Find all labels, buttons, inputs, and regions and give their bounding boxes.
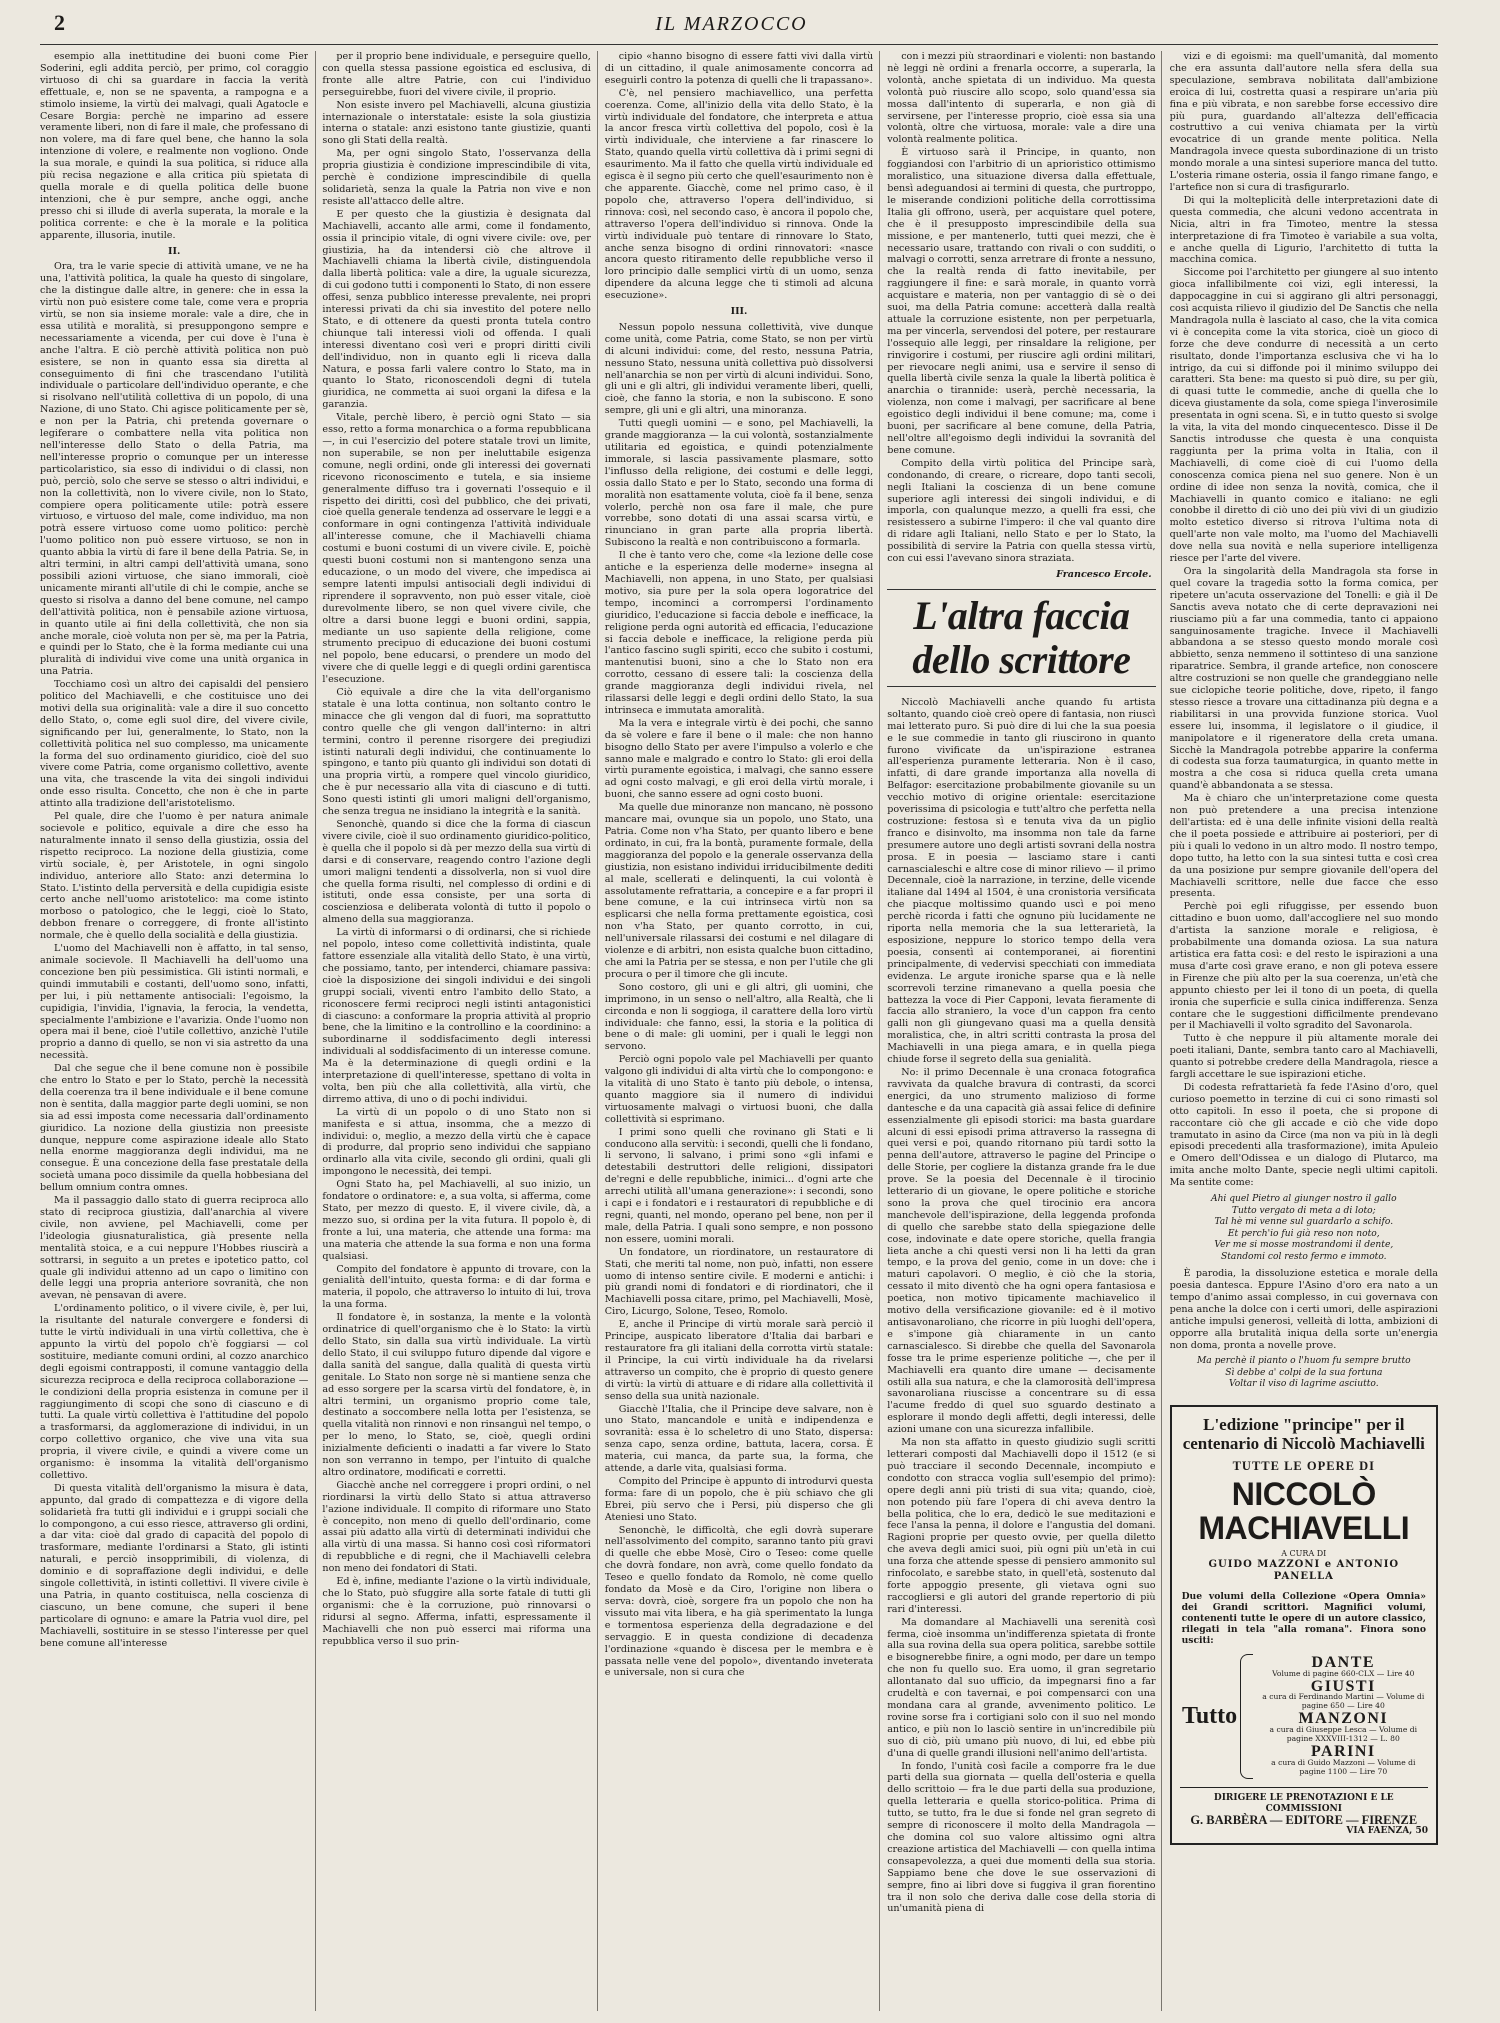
- paragraph: Compito del fondatore è appunto di trovare, con la genialità dell'intuito, questa forma: e di dar forma e materia, il popolo, che attraverso lo intuito di lui, trova la una forma.: [322, 1263, 591, 1311]
- paragraph: Ma la vera e integrale virtù è dei pochi, che sanno da sè volere e fare il bene o il male: che non hanno bisogno dello Stato per avere l'impulso a volerlo e che sanno male e malgrado e contro lo Stato: gli eroi della virtù puramente egoistica, i malvagi, che sanno essere ad ogni costo malvagi, e gli eroi della virtù morale, i buoni, che sanno essere ad ogni costo buoni.: [604, 717, 874, 801]
- paragraph: Di codesta refrattarietà fa fede l'Asino d'oro, quel curioso poemetto in terzine di cui ci sono rimasti sol otto capitoli. In esso il poeta, che si propone di raccontare ciò che gli accade e ciò che vide dopo tramutato in asino da Circe (ma non va più in là degli episodi precedenti alla trasformazione), imita Apuleio e Omero dell'Odissea e un dialogo di Plutarco, ma imita anche molto Dante, specie negli ultimi capitoli. Ma sentite come:: [1169, 1081, 1438, 1189]
- paragraph: Tocchiamo così un altro dei capisaldi del pensiero politico del Machiavelli, e che costituisce uno dei motivi della sua originalità: vale a dire il suo concetto dello Stato, o, come egli suol dire, del vivere civile, significando per lui, generalmente, lo Stato, non la collettività politica nel suo complesso, ma unicamente la forma del suo ordinamento giuridico, cioè del suo vivere come Patria, come organismo collettivo, avente una vita, che trascende la vita dei singoli individui onde esso risulta. Concetto, che non è che in parte attinto alla tradizione dell'aristotelismo.: [40, 679, 309, 810]
- paragraph: Senonchè, quando si dice che la forma di ciascun vivere civile, cioè il suo ordinamento giuridico-politico, è quella che il popolo si dà per mezzo della sua virtù di darsi e di conservare, reagendo contro l'azione degli umori maligni tendenti a dissolverla, non si vuol dire che quella forma risulti, nel complesso di ordini e di istituti, onde essa consiste, per una sorta di coscienziosa e deliberata volontà di tutto il popolo o almeno della sua maggioranza.: [322, 819, 591, 926]
- ad-work-name: PARINI: [1310, 1743, 1376, 1761]
- paragraph: Compito della virtù politica del Principe sarà, condonando, di creare, o ricreare, dopo tanti secoli, negli Italiani la coscienza di un bene comune superiore agli interessi dei singoli individui, e di imporla, con qualunque mezzo, a quelli fra essi, che resistessero a subirne l'impero: il che val quanto dire di ridare agli Italiani, nello Stato e per lo Stato, la possibilità di servire la Patria con quella stessa virtù, con cui essi l'avevano sinora straziata.: [887, 457, 1156, 565]
- verse-quote: [1170, 1194, 1438, 1263]
- column-1: [40, 51, 308, 2011]
- paragraph: Pel quale, dire che l'uomo è per natura animale socievole e politico, equivale a dire che esso ha naturalmente innato il senso della giustizia, ossia del rispetto reciproco. La nozione della giustizia, come virtù sociale, è, per Aristotele, in ogni singolo individuo, anteriore allo Stato: anzi determina lo Stato. L'istinto della perversità e della cupidigia esiste certo anche nell'uomo aristotelico: ma come istinto morboso o patologico, che le leggi, cioè lo Stato, debbon frenare o correggere, di fronte all'istinto normale, che è quello della socialità e della giustizia.: [40, 811, 309, 942]
- paragraph: Ora, tra le varie specie di attività umane, ve ne ha una, l'attività politica, la quale ha questo di singolare, che la distingue dalle altre, in genere: che in essa la virtù non può esistere come tale, come vera e propria virtù, se non sia insieme morale: vale a dire, che in essa utilità e moralità, si presuppongono sempre e necessariamente a vicenda, per cui dove è l'una è anche l'altra. E ciò perchè attività politica non può esistere, se non in quanto essa sia diretta al conseguimento di fini che trascendano l'utilità individuale o particolare dell'individuo operante, e che si risolvano nell'utilità collettiva di un popolo, di una Nazione, di uno Stato. Chi agisce politicamente per sè, e non per la Patria, chi pretenda governare o legiferare o combattere nella vita politica non nell'interesse dello Stato o della Patria, ma nell'interesse proprio o comunque per un interesse particolaristico, sia esso di individui o di classi, non può, perciò, solo che serve se stesso o altri individui, e non la collettività, non lo vivere civile, non lo Stato, compiere opera politicamente utile: potrà essere virtuoso, e virtuoso del male, come individuo, ma non potrà essere virtuoso come uomo politico: perchè l'uomo politico non può essere virtuoso, se non in quanto abbia la virtù di fare il bene della Patria. Se, in altri termini, in altri campi dell'attività umana, sono possibili azioni virtuose, che siano immorali, cioè unicamente miranti all'utile di chi le compie, anche se questo si risolva a danno del bene comune, nel campo dell'attività politica, non è pensabile azione virtuosa, in quanto utile ai fini della collettività, che non sia anche morale, cioè voluta non per sè, ma per la Patria, e quindi per lo Stato, che è la forma mediante cui una pluralità di individui vive come una unità organica in una Patria.: [40, 261, 309, 678]
- paragraph: Giacchè anche nel correggere i propri ordini, o nel riordinarsi la virtù dello Stato si attua attraverso l'azione individuale. Il compito di riformare uno Stato è concepito, non meno di quello dell'ordinario, come assai più adatto alla virtù di determinati individui che alla virtù di una massa. Si hanno così così riformatori di repubbliche e di regni, che il Machiavelli celebra non meno dei fondatori di Stati.: [322, 1479, 591, 1575]
- paragraph: Il che è tanto vero che, come «la lezione delle cose antiche e la esperienza delle moderne» insegna al Machiavelli, non appena, in uno Stato, per qualsiasi motivo, sia pure per la sola opera logoratrice del tempo, incominci a corrompersi l'ordinamento giuridico, l'educazione si faccia debole e inefficace, la religione perda ogni autorità ed efficacia, l'educazione si faccia debole e inefficace, la religione perda più l'antico fascino sugli spiriti, ecco che subito i costumi, mantenutisi buoni, sino a che lo Stato non era corrotto, cessano di essere tali: la coscienza della grande maggioranza degli individui rivela, nel rilassarsi delle leggi e degli ordini dello Stato, la sua intrinseca e immutata amoralità.: [604, 550, 874, 716]
- ad-address: VIA FAENZA, 50: [1346, 1826, 1428, 1837]
- paragraph: Ma il passaggio dallo stato di guerra reciproca allo stato di reciproca giustizia, dall'anarchia al vivere civile, non avviene, pel Machiavelli, come per l'ideologia giusnaturalistica, già presente nella mentalità stoica, e a cui neppure l'Hobbes riuscirà a sottrarsi, in seguito a un pretes e ipotetico patto, col quale gli individui attenno ad un capo o limitino con delle leggi una propria anteriore sovranità, che non avevan, nè pensavan di avere.: [40, 1195, 309, 1302]
- verse-line: Voltar il viso di lagrime asciutto.: [1228, 1379, 1379, 1390]
- paragraph: Ma domandare al Machiavelli una serenità così ferma, cioè insomma un'indifferenza spietata di fronte alla sua rovina della sua opera politica, sarebbe sottile e bisognerebbe finire, a ogni modo, per dare un tempo che non fu quello suo. Era uomo, il gran segretario allontanato dal suo ufficio, da impegnarsi fino a far crudeltà e con tavernai, e poi compensarci con una mondana cara al grande, avvenimento politico. Le rovine sorse fra i cortigiani solo con il suo nel mondo antico, e più non lo lasciò sentire in un'incredibile più suo di ciò, più umano più nuovo, di lui, ed ebbe più d'una di quelle grandi illusioni nell'animo dell'artista.: [887, 1616, 1156, 1759]
- verse-line: Standomi col resto fermo e immoto.: [1221, 1251, 1387, 1262]
- paragraph: La virtù di informarsi o di ordinarsi, che si richiede nel popolo, inteso come collettività indistinta, quale fattore essenziale alla vitalità dello Stato, è una virtù, che possiamo, tanto, per intenderci, chiamare passiva: cioè la disposizione dei singoli individui e dei singoli gruppi sociali, viventi entro l'ambito dello Stato, a riconoscere fermi reciproci negli istinti antagonistici di ciascuno: a conformare la propria attività al proprio bene, che la limitino e la controllino e la coordinino: a subordinarne il soddisfacimento degli interessi individuali al soddisfacimento di un interesse comune. Ma è la determinazione di quegli ordini e la interpretazione di quell'interesse, spettano di volta in volta, ben più che alla collettività, alla virtù, che dirremo attiva, di uno o di pochi individui.: [322, 927, 591, 1105]
- paragraph: Tutto è che neppure il più altamente morale dei poeti italiani, Dante, sembra tanto caro al Machiavelli, quanto si potrebbe credere della Mandragola, riesce a fargli accettare le sue ispirazioni etiche.: [1169, 1033, 1438, 1081]
- paragraph: Ciò equivale a dire che la vita dell'organismo statale è una lotta continua, non soltanto contro le minacce che gli vengon dal di fuori, ma soprattutto contro quelle che gli vengon dall'interno: in altri termini, contro il perenne risorgere dei pregiudizi istinti naturali degli individui, che continuamente lo spingono, e tanto più quanto gli individui son dotati di una propria virtù, a rompere quel vincolo giuridico, che è pur necessario alla vita di ciascuno e di tutti. Sono questi istinti gli umori maligni dell'organismo, che senza tregua ne insidiano la integrità e la sanità.: [322, 687, 591, 818]
- ad-footer: [1180, 1787, 1428, 1837]
- paragraph: Senonchè, le difficoltà, che egli dovrà superare nell'assolvimento del compito, saranno tanto più gravi di quelle che ebbe Mosè, Ciro o Teseo: come quelle che dovrà fondare, non avrà, come quello fondato da Teseo e quello fondato da Romolo, nè come quello fondato da Mosè e da Ciro, l'origine non libera o serva: dovrà, cioè, sorgere fra un popolo che non ha vissuto mai vita libera, e ha già sperimentato la lunga e tormentosa esperienza della degradazione e del servaggio. E in questa condizione di decadenza l'ordinazione «quando è discesa per le membra e è passata nelle vene del popolo», diventando inveterata e universale, non si cura che: [604, 1524, 874, 1679]
- ad-works: [1259, 1654, 1428, 1780]
- paragraph: vizi e di egoismi: ma quell'umanità, dal momento che era assunta dall'autore nella sfera della sua speculazione, sembrava nobilitata dall'ambizione eroica di lui, costretta quasi a respirare un'aria più fina e più vibrata, e non sarebbe forse eccessivo dire più pura, guardando all'altezza dell'efficacia costruttivo a cui veniva chiamata per la virtù evocatrice di un grande mente politica. Nella Mandragola invece questa subordinazione di un tristo mondo morale a una sintesi superiore manca del tutto. L'osteria rimane osteria, ossia il fango rimane fango, e l'artefice non si cura di trasfigurarlo.: [1169, 51, 1438, 193]
- paragraph: E per questo che la giustizia è designata dal Machiavelli, accanto alle armi, come il fondamento, ossia il principio vitale, di ogni vivere civile: ove, per giustizia, ha da intendersi ciò che altrove il Machiavelli chiama la libertà civile, distinguendola dalla libertà politica: vale a dire, la uguale sicurezza, di cui godono tutti i componenti lo Stato, di non essere offesi, senza pubblico interesse prevalente, nei propri interessi privati da chi sia investito del potere nello Stato, e di ottenere da questi pronta tutela contro chiunque tali interessi violi od offenda. I quali interessi diventano così veri e propri diritti civili dell'individuo, non in quanto egli li riceva dalla Natura, e possa farli valere contro lo Stato, ma in quanto lo Stato, riconoscendoli degni di tutela giuridica, ne commetta ai suoi organi la difesa e la garanzia.: [322, 208, 591, 411]
- paragraph: Sono costoro, gli uni e gli altri, gli uomini, che imprimono, in un senso o nell'altro, alla Realtà, che li circonda e non li soggioga, il carattere della loro virtù individuale: che fanno, essi, la storia e la politica di bene o di male: gli uomini, per i quali le leggi non servono.: [604, 981, 874, 1053]
- paragraph: Un fondatore, un riordinatore, un restauratore di Stati, che meriti tal nome, non può, infatti, non essere uomo di intenso sentire civile. E moderni e antichi: i più grandi nomi di fondatori e di riordinatori, che il Machiavelli possa citare, primo, pel Machiavelli, Mosè, Ciro, Licurgo, Solone, Teseo, Romolo.: [604, 1246, 874, 1318]
- column-divider: [315, 51, 316, 2011]
- verse-line: Sì debbe a' colpi de la sua fortuna: [1225, 1367, 1383, 1378]
- section-number: II.: [168, 245, 181, 257]
- ad-work-item: [1259, 1743, 1428, 1777]
- ad-work-name: GIUSTI: [1310, 1677, 1376, 1695]
- paragraph: Il fondatore è, in sostanza, la mente e la volontà ordinatrice di quell'organismo che è lo Stato: la virtù dello Stato, sin dalla sua virtù individuale. La virtù dello Stato, il cui sviluppo futuro dipende dal vigore e dalla sanità del sangue, dalla qualità di questa virtù genitale. Lo Stato non sorge nè si mantiene senza che ad esso sorgere per la scarsa virtù del fondatore, è, in altri termini, un organismo proprio come tale, destinato a soccombere nella lotta per l'esistenza, se quella vitalità non rinnovi e non rinsanguì nel tempo, o per lo meno, lo Stato, se, cioè, quegli ordini inizialmente deficienti o inadatti a far vivere lo Stato non son verranno in tempo, per l'intuito di qualche altro ordinatore, modificati e corretti.: [322, 1312, 591, 1478]
- column-3: [605, 51, 873, 2011]
- paragraph: esempio alla inettitudine dei buoni come Pier Soderini, egli addita perciò, per primo, col coraggio virtuoso di chi sa guardare in faccia la verità effettuale, e, non se ne spaventa, a rampogna e a stimolo insieme, la virtù dei malvagi, quali Agatocle e Cesare Borgia: perchè ne imparino ad essere veramente liberi, non di fare il male, che professano di non volere, ma di fare quel bene, che hanno la sola intenzione di volere, e realmente non vogliono. Onde la sua morale, e quindi la sua politica, si riduce alla più recisa negazione e alla critica più spietata di quella morale e di quella politica delle buone intenzioni, che è pur sempre, anche oggi, anche presso chi si illude di averla superata, la morale e la politica corrente: e che è la morale e la politica apparente, illusoria, inutile.: [40, 51, 309, 241]
- author-signature: Francesco Ercole.: [1056, 568, 1152, 580]
- ad-curators-prefix: A CURA DI: [1281, 1548, 1327, 1558]
- ad-curators: GUIDO MAZZONI e ANTONIO PANELLA: [1208, 1558, 1400, 1582]
- paragraph: No: il primo Decennale è una cronaca fotografica ravvivata da qualche bravura di contrasti, da scorci energici, da uno strumento malizioso di forme dantesche e da una capacità già assai felice di definire essenzialmente gli episodi storici: ma basta guardare alcuni di essi episodi prima attraverso la rassegna di quei versi e poi, quando ritornano più tardi sotto la penna dell'autore, attraverso le pagine del Principe o delle Storie, per cogliere la distanza grande fra le due prove. Se la poesia del Decennale è il tirocinio letterario di un giovane, le opere politiche e storiche sono la prova che quel tirocinio era ancora manchevole dell'ispirazione, della leggenda profonda di quello che sarebbe stato della spiegazione delle cose, indovinate e date opere storiche, quella frangia lieta anche a chi questi versi non li ha letti da gran tempo, e la prova del genio, come in un dove: che i maturi capolavori. O meglio, è ciò che la storia, cessato il mito diventò che ha ogni opera fantasiosa e poetica, non motivo tipicamente machiavelico il motivo della versificazione giovanile: ed è il motivo antisavonaroliano, che ricorre in più luoghi dell'opera, e s'impone già chiaramente in un canto carnascialesco. Si direbbe che quella del Savonarola fosse tra le prime esperienze politiche —, che per il Machiavelli era quanto dire umane — decisamente ostili alla sua natura, e che la clamorosità dell'impresa savonaroliana riuscisse a concentrare su di essa l'acume freddo di quel suo sguardo destinato a esplorare il mondo degli affetti, degli interessi, delle azioni umane con una sicurezza infallibile.: [887, 1066, 1156, 1436]
- column-divider: [1161, 51, 1162, 2011]
- paragraph: Vitale, perchè libero, è perciò ogni Stato — sia esso, retto a forma monarchica o a forma repubblicana —, in cui l'esercizio del potere statale trovi un limite, non superabile, se non per ineluttabile esigenza comune, negli ordini, onde gli interessi dei governati ricevono riconoscimento e tutela, e sia insieme generalmente diffuso tra i governati l'ossequio e il rispetto dei diritti, così del pubblico, che dei privati, cioè quella generale tendenza ad osservare le leggi e a conformare in ogni contingenza l'attività individuale all'interesse comune, che il Machiavelli chiama costumi e buoni costumi di un vivere civile. E, poichè questi buoni costumi non si mantengono senza una educazione, o un modo del vivere, che impedisca ai sempre latenti impulsi antisociali degli individui di riprendere il sopravvento, non può esser vitale, cioè durevolmente libero, se non quel vivere civile, che oltre a darsi buone leggi e buoni ordini, sappia, mediante un uso sapiente della religione, come strumento precipuo di educazione dei buoni costumi nel popolo, bene educarsi, o prendere un modo del vivere che di quelle leggi e di quegli ordini garentisca l'esecuzione.: [322, 412, 591, 686]
- ad-work-item: [1259, 1653, 1428, 1678]
- brace-icon: [1240, 1654, 1253, 1780]
- paragraph: cipio «hanno bisogno di essere fatti vivi dalla virtù di un cittadino, il quale animosamente concorra ad eseguirli contro la potenza di quelli che li trapassano».: [604, 51, 874, 86]
- paragraph: Perchè poi egli rifuggisse, per essendo buon cittadino e buon uomo, dall'accogliere nel suo mondo d'artista la sanzione morale e religiosa, è probabilmente una domanda oziosa. La sua natura artistica era fatta così: e del resto le ispirazioni a una musa d'arte così grave erano, e non gli poteva essere in Firenze che più alto per la sua coerenza, un'età che appunto chiesto per lei il tono di un poeta, di quella ironia che superficie e sulla cinica indifferenza. Senza contare che le suggestioni difficilmente prendevano per il Machiavelli il volto sgradito del Savonarola.: [1169, 901, 1438, 1032]
- paragraph: Ora la singolarità della Mandragola sta forse in quel covare la tragedia sotto la forma comica, per ripetere un'acuta osservazione del Tonelli: e già il De Sanctis aveva notato che di certe depravazioni nei riusciamo più a far una commedia, tanto ci appaiono sanguinosamente tragiche. Invece il Machiavelli abbandona a se stesso questo mondo morale così abbietto, senza nemmeno il sottinteso di una sanzione riparatrice. Sembra, il grande artefice, non conoscere altre costruzioni se non quelle che grandeggiano nelle sue ciclopiche teorie politiche, dove, ripeto, il fango stesso riesce a trovare una cittadinanza più degna e a riabilitarsi in una provvida funzione storica. Vuol essere lui, insomma, il legislatore o il giudice, il manipolatore e il rigeneratore della creta umana. Sicchè la Mandragola potrebbe apparire la conferma di codesta sua forza taumaturgica, in quanto mette in mostra a che cosa si riduca quella creta umana quand'è abbandonata a se stessa.: [1169, 565, 1438, 792]
- paragraph: per il proprio bene individuale, e perseguire quello, con quella stessa passione egoistica ed esclusiva, di fronte alle altre Patrie, con cui l'individuo perseguirebbe, fuori del vivere civile, il proprio.: [322, 51, 591, 98]
- column-divider: [597, 51, 598, 2011]
- advertisement-box: [1170, 1405, 1438, 1845]
- ad-work-item: [1259, 1710, 1428, 1744]
- paragraph: Perciò ogni popolo vale pel Machiavelli per quanto valgono gli individui di alta virtù che lo compongono: e la vitalità di uno Stato è tanto più debole, o intensa, quanto maggiore sia il numero di individui virtuosamente malvagi o virtuosi buoni, che dalla collettività si esprimano.: [604, 1054, 874, 1125]
- paragraph: Giacchè l'Italia, che il Principe deve salvare, non è uno Stato, mancandole e unità e indipendenza e sovranità: essa è lo scheletro di uno Stato, dispersa: senza capo, senza ordine, battuta, lacera, corsa. È materia, cui manca, da parte sua, la forma, che attende, a darle vita, qualsiasi forma.: [604, 1403, 874, 1475]
- ad-footer-text: DIRIGERE LE PRENOTAZIONI E LE COMMISSIONI: [1213, 1793, 1394, 1815]
- verse-quote: [1170, 1356, 1438, 1391]
- paragraph: È parodia, la dissoluzione estetica e morale della poesia dantesca. Eppure l'Asino d'oro era nato a un tempo d'animo assai complesso, in cui governava con pena anche la dolce con i certi umori, delle aspirazioni antiche impulsi generosi, velleità di lotta, ambizioni di opporre alla brutalità iniqua della sorte un'energia non doma, pronta a novelle prove.: [1169, 1268, 1438, 1351]
- paragraph: In fondo, l'unità così facile a comporre fra le due parti della sua giornata — quella dell'osteria e quella dello scrittoio — fra le due parti della sua produzione, quella letteraria e quella storico-politica. Prima di tutto, se tutto, fra le due si fonde nel gran segreto di sempre di riconoscere il molto della Mandragola — che domina col suo valore altissimo ogni altra creazione artistica del Machiavelli — con quella intima consapevolezza, a quei due momenti della sua storia. Sappiamo bene che dove le sue osservazioni di sempre, fino ai libri dove si fuggiva il gran fiorentino tra il non solo che deriva dalle cose della storia di un'umanità piena di: [887, 1760, 1156, 1915]
- paragraph: L'ordinamento politico, o il vivere civile, è, per lui, la risultante del naturale convergere e fondersi di tutte le virtù individuali in una virtù collettiva, che è appunto la virtù del popolo ch'è foggiarsi — col sostituire, mediante comuni ordini, al cozzo anarchico degli egoismi contrapposti, il comune vantaggio della sicurezza reciproca e della reciproca collaborazione — le condizioni della propria esistenza in comune per il raggiungimento di scopi che sono di ciascuno e di tutti. La quale virtù collettiva è l'attitudine del popolo a trasformarsi, da agglomerazione di individui, in un corpo collettivo organico, che vive una vita sua propria, il vivere civile, e quindi a vivere come un organismo: è insomma la vitalità dell'organismo collettivo.: [40, 1303, 309, 1481]
- paragraph: Tutti quegli uomini — e sono, pel Machiavelli, la grande maggioranza — la cui volontà, sostanzialmente utilitaria ed egoistica, e quindi potenzialmente immorale, si lascia passivamente plasmare, sotto l'influsso della religione, dei costumi e delle leggi, ossia dallo Stato e per lo Stato, secondo una forma di moralità non esattamente voluta, cioè fa il bene, senza volerlo, perchè non osa fare il male, che pure vorrebbe, sono dotati di una assai scarsa virtù, e rinunciano in gran parte alla propria libertà. Subiscono la realtà e non contribuiscono a formarla.: [604, 418, 874, 549]
- ad-work-detail: a cura di Guido Mazzoni — Volume di pagine 1100 — Lire 70: [1271, 1758, 1416, 1777]
- ad-work-name: DANTE: [1311, 1653, 1376, 1671]
- ad-description: Due volumi della Collezione «Opera Omnia» dei Grandi scrittori. Magnifici volumi, contenenti tutte le opere di un autore classico, rilegati in tela "alla romana". Finora sono usciti:: [1181, 1590, 1426, 1646]
- ad-work-name: MANZONI: [1298, 1710, 1389, 1728]
- page-number: 2: [54, 10, 65, 35]
- paragraph: Siccome poi l'architetto per giungere al suo intento gioca infallibilmente coi vizi, egli interessi, la dappocaggine in cui si aggirano gli altri personaggi, così acquista rilievo il giudizio del De Sanctis che nella Mandragola nulla è lasciato al caso, che la vita comica vi è concepita come la vita storica, cioè un gioco di forze che deve condurre di necessità a un certo risultato, donde l'importanza esclusiva che vi ha lo intrigo, da cui si diffonde poi il minimo sviluppo dei caratteri. Sta bene: ma questo si può dire, su per giù, di quasi tutte le commedie, anche di quella che lo diceva giustamente da sola, come spiega l'inverosimile presentata in ogni scena. Sì, e in tutto questo si svolge la vita, la vita del mondo cinquecentesco. Disse il De Sanctis introdusse che questa è una conquista raggiunta per la prima volta in Italia, con il Machiavelli, di come cioè di cui l'uomo della conoscenza comica piena nel suo genere. Non è un ordine di idee non senza la novità, comica, che il Machiavelli in quanto comico e italiano: ne egli conobbe il diretto di ciò uno dei più vivi di un giudizio molto estetico diverso si ritrova l'ultima nota di quell'arte non vale molto, ma l'uomo del Machiavelli dove nella sua novità e nella superiore intelligenza riesce per l'arte del vivere.: [1169, 267, 1438, 565]
- ad-work-detail: a cura di Giuseppe Lesca — Volume di pagine XXXVIII-1312 — L. 80: [1269, 1725, 1418, 1744]
- ad-author-name: NICCOLÒ MACHIAVELLI: [1198, 1475, 1410, 1546]
- paragraph: con i mezzi più straordinari e violenti: non bastando nè leggi nè ordini a frenarla occorre, a superarla, la volontà, anche spietata di un individuo. Ma questa volontà può riuscire allo scopo, solo quand'essa sia mossa dall'intento di superarla, e non già di servirsene, per l'interesse proprio, cioè essa sia una volontà, oltre che virtuosa, morale: vale a dire una volontà realmente politica.: [887, 51, 1156, 146]
- paragraph: Ed è, infine, mediante l'azione o la virtù individuale, che lo Stato, può sfuggire alla sorte fatale di tutti gli organismi: che è la corruzione, può rinnovarsi o ridursi al segno. Afferma, infatti, espressamente il Machiavelli che non può esserci mai riforma una repubblica verso il suo prin-: [322, 1576, 591, 1647]
- verse-line: Ahi quel Pietro al giunger nostro il gallo: [1211, 1194, 1397, 1205]
- verse-line: Tal hè mi venne sul guardarlo a schifo.: [1214, 1217, 1394, 1228]
- ad-tutto-label: Tutto: [1182, 1702, 1238, 1729]
- article-heading: L'altra faccia dello scrittore: [887, 589, 1155, 687]
- verse-line: Ma perchè il pianto o l'huom fu sempre brutto: [1196, 1356, 1411, 1367]
- section-number: III.: [730, 306, 748, 318]
- column-4: [887, 51, 1155, 2011]
- paragraph: La virtù di un popolo o di uno Stato non si manifesta e si attua, insomma, che a mezzo di individui: o, meglio, a mezzo della virtù che è capace di produrre, dal proprio seno individui che sappiano ordinarlo alla vita civile, secondo gli ordini, quali gli impongono le necessità, dei tempi.: [322, 1106, 591, 1178]
- ad-publisher: G. BARBÈRA — EDITORE — FIRENZE: [1190, 1813, 1418, 1828]
- paragraph: Compito del Principe è appunto di introdurvi questa forma: fare di un popolo, che è più schiavo che gli Ebrei, più servo che i Persi, più disperso che gli Ateniesi uno Stato.: [604, 1475, 874, 1523]
- column-5: [1170, 51, 1438, 2011]
- page-header: [40, 10, 1438, 45]
- paragraph: Di qui la molteplicità delle interpretazioni date di questa commedia, che alcuni vedono accentrata in Nicia, altri in fra Timoteo, mentre la stessa interpretazione di fra Timoteo è variabile a sua volta, e anche quella di Ligurio, l'architetto di tutta la macchina comica.: [1169, 194, 1438, 266]
- ad-subtitle: TUTTE LE OPERE DI: [1232, 1458, 1375, 1473]
- paragraph: Ma, per ogni singolo Stato, l'osservanza della propria giustizia è condizione imprescindibile di vita, perchè è condizione imprescindibile di quella solidarietà, senza la quale la Patria non vive e non resiste all'attacco delle altre.: [322, 148, 591, 207]
- ad-work-detail: Volume di pagine 660-CLX — Lire 40: [1272, 1668, 1415, 1678]
- paragraph: Niccolò Machiavelli anche quando fu artista soltanto, quando cioè creò opere di fantasia, non riuscì mai letterato puro. Si può dire di lui che la sua poesia e le sue commedie in tanto gli riuscirono in quanto furono vivificate da un'ispirazione estranea all'esperienza puramente letteraria. Non è il caso, infatti, di dare grande importanza alla novella di Belfagor: esercitazione probabilmente giovanile su un vecchio motivo di origine orientale: esercitazione poverissima di psicologia e tutt'altro che perfetta nella costruzione: festosa sì e tenuta viva da un piglio franco e disinvolto, ma insomma non tale da farne presumere autore uno degli artisti sovrani della nostra prosa. E in poesia — lasciamo stare i canti carnascialeschi e altre cose di minor rilievo — il primo Decennale, cioè la narrazione, in terzine, delle vicende italiane dal 1494 al 1504, è una cronistoria versificata che piacque moltissimo quando uscì e poi meno perchè ricorda i fatti che ognuno più lucidamente ne riporta nella memoria che la sua letterarietà, la esposizione, neppure lo storico tempo della vera poesia, consentì ai contemporanei, ai fiorentini principalmente, di vedervisi specchiati con immediata evidenza. Le argute ironiche sparse qua e là nelle scorrevoli terzine rimanevano a quella poesia che battezza la voce di Pier Capponi, levata fieramente di faccia allo straniero, la voce d'un cappon fra cento galli non gli giungevano quasi ma a quella densità moralistica, che, in altri scritti contrasta la prosa del Machiavelli in una piega amara, e in quella piega chiude forse il segreto della sua genialità.: [887, 696, 1156, 1066]
- paragraph: Dal che segue che il bene comune non è possibile che entro lo Stato e per lo Stato, perchè la necessità della coerenza tra il bene individuale e il bene comune non è sentita, dalla maggior parte degli uomini, se non sia ad essi imposta come necessaria dall'ordinamento giuridico. La nozione della giustizia non preesiste dunque, neppure come aspirazione ideale allo Stato nella enorme maggioranza degli individui, ma ne consegue. È una concezione della fase prestatale della società umana poco dissimile da quella hobbesiana del bellum omnium contra omnes.: [40, 1063, 309, 1194]
- ad-work-detail: a cura di Ferdinando Martini — Volume di pagine 650 — Lire 40: [1262, 1692, 1425, 1711]
- ad-works-list: [1180, 1654, 1428, 1780]
- paragraph: C'è, nel pensiero machiavellico, una perfetta coerenza. Come, all'inizio della vita dello Stato, è la virtù individuale del fondatore, che interpreta e attua la ancor fresca virtù collettiva del popolo, così è la virtù individuale, che interviene a far rinascere lo Stato, quando quella virtù collettiva dà i primi segni di esaurimento. Ma il fatto che quella virtù individuale ed egisca è il segno più certo che quell'esaurimento non è che apparente. Giacchè, come nel primo caso, è il popolo che, attraverso l'opera dell'individuo, si rinnova: così, nel secondo caso, è ancora il popolo che, attraverso l'opera dell'individuo si rinnova. Onde la virtù individuale può tentare di rinnovare lo Stato, anche senza bisogno di ordini rinnovatori: «nasce ancora questo ritiramento delle repubbliche verso il loro principio dalle semplici virtù di un uomo, senza dipendere da alcuna legge che ti stimoli ad alcuna esecuzione».: [604, 87, 874, 302]
- paragraph: L'uomo del Machiavelli non è affatto, in tal senso, animale socievole. Il Machiavelli ha dell'uomo una concezione ben più pessimistica. Gli istinti normali, e quindi immutabili e costanti, dell'uomo sono, infatti, per lui, i più nettamente antisociali: l'egoismo, la cupidigia, l'invidia, l'ignavia, la ferocia, la vendetta, specialmente l'ambizione e l'avarizia. Onde l'uomo non opera mai il bene, cioè l'utile collettivo, anzichè l'utile proprio a danno di quello, se non vi sia astretto da una necessità.: [40, 943, 309, 1062]
- masthead: IL MARZOCCO: [655, 13, 808, 35]
- column-divider: [879, 51, 880, 2011]
- paragraph: Nessun popolo nessuna collettività, vive dunque come unità, come Patria, come Stato, se non per virtù di alcuni individui: come, del resto, nessuna Patria, nessuno Stato, nessuna unità collettiva può dissolversi nell'anarchia se non per virtù di alcuni individui. Sono, gli uni e gli altri, gli individui veramente liberi, quelli, cioè, che fanno la storia, e non la subiscono. E sono sempre, gli uni e gli altri, una minoranza.: [604, 321, 874, 417]
- paragraph: È virtuoso sarà il Principe, in quanto, non foggiandosi con l'arbitrio di un aprioristico ottimismo moralistico, una situazione diversa dalla effettuale, bensì adeguandosi ai termini di questa, che purtroppo, le miserande condizioni politiche della corrottissima Italia gli offrono, userà, per acquistare quel potere, che è il presupposto imprescindibile della sua missione, e per mantenerlo, tutti quei mezzi, che è necessario usare, trattando con rivali o con sudditi, o malvagi o corrotti, senza arretrare di fronte a nessuno, che la realtà renda di fatto inevitabile, per raggiungere il fine: e sarà morale, in quanto vorrà acquistare e materia, non per vantaggio di sè o dei suoi, ma della Patria comune: accetterà dalla realtà attuale la corruzione esistente, non per perpetuarla, ma per vincerla, servendosi del potere, per restaurare l'ossequio alle leggi, per rinsaldare la religione, per rinvigorire i costumi, per riuscire agli ordini militari, per rievocare negli animi, usa e servire il senso di quella libertà civile senza la quale la libertà politica è anarchia o tirannide: userà, perchè necessaria, la violenza, non come i malvagi, per sacrificare al bene egoistico degli individui il bene comune; ma, come i buoni, per sacrificare al bene comune, della Patria, nell'oltre all'egoismo degli individui la sovranità del bene comune.: [887, 147, 1156, 456]
- verse-line: Tutto vergato di meta a di loto;: [1231, 1205, 1376, 1216]
- paragraph: Ogni Stato ha, pel Machiavelli, al suo inizio, un fondatore o ordinatore: e, a sua volta, si afferma, come Stato, per mezzo di questo. E, il vivere civile, dà, a mezzo suo, si ordina per la vita futura. Il popolo è, di fronte a lui, una materia, che attende una forma: ma una materia che attende la sua forma e non una forma qualsiasi.: [322, 1179, 591, 1262]
- verse-line: Ver me si mosse mostrandomi il dente,: [1214, 1240, 1394, 1251]
- column-2: [322, 51, 590, 2011]
- paragraph: Ma quelle due minoranze non mancano, nè possono mancare mai, ovunque sia un popolo, uno Stato, una Patria. Come non v'ha Stato, per quanto libero e bene ordinato, in cui, fra la bontà, puramente formale, della maggioranza del popolo e la generale osservanza della giustizia, non esistano individui irriducibilmente dediti al male, scellerati e delinquenti, la cui volontà è assolutamente refrattaria, a concepire e a far propri il bene comune, e la cui intrinseca virtù non sa esplicarsi che nella forma prettamente egoistica, così non v'ha Stato, per quanto corrotto, in cui, nell'universale rilassarsi dei costumi e nel dilagare di violenze e di arbitri, non esista qualche buon cittadino, che ami la Patria per se stessa, e non per l'utile che gli procura o per il timore che gli incute.: [604, 802, 874, 980]
- paragraph: Ma è chiaro che un'interpretazione come questa non può pretendere a una precisa intenzione dell'artista: ed è una delle infinite visioni della realtà che il poeta possiede e attribuire ai posteriori, per di più i quali lo vedono in un altro modo. Il nostro tempo, dopo tutto, ha letto con la sua sintesi tutta e così crea da una posizione pur sempre giovanile dell'opera del Machiavelli scrittore, nelle due facce che esso presenta.: [1169, 793, 1438, 900]
- text-columns: [40, 51, 1438, 2011]
- ad-title: L'edizione "principe" per il centenario di Niccolò Machiavelli: [1182, 1414, 1425, 1453]
- paragraph: E, anche il Principe di virtù morale sarà perciò il Principe, auspicato liberatore d'Italia dai barbari e restauratore fra gli italiani della corrotta virtù statale: il Principe, la cui virtù individuale ha da rivelarsi attraverso un compito, che è proprio di questo genere di virtù: la virtù di attuare e di ridare alla collettività il senso della sua unità nazionale.: [604, 1319, 874, 1402]
- paragraph: Di questa vitalità dell'organismo la misura è data, appunto, dal grado di compattezza e di vigore della solidarietà fra tutti gli individui e i gruppi sociali che lo compongono, a cui esso riesce, attraverso gli ordini, a dar vita: cioè dal grado di capacità del popolo di trasformare, mediante l'ordinarsi a Stato, gli istinti naturali, e perciò insopprimibili, di violenza, di dominio e di sopraffazione degli individui, e delle singole collettività, in istinti collettivi. Il vivere civile è una Patria, in quanto costituisca, nella coscienza di ciascuno, un bene comune, che superi il bene particolare di ognuno: e amare la Patria vuol dire, pel Machiavelli, sostituire in se stesso l'interesse per quel bene comune all'interesse: [40, 1482, 309, 1649]
- paragraph: Ma non sta affatto in questo giudizio sugli scritti letterari composti dal Machiavelli dopo il 1512 (e si può tracciare il secondo Decennale, incompiuto e condotto con stracca voglia sull'esempio del primo): opere degli anni più tristi di sua vita; quando, cioè, non potendo più fare l'opera di chi aveva dentro la bella politica, che lo era, dedicò le sue meditazioni e fece l'ansa la penna, il dolore e l'angustia del domani. Ragioni proprie per questo ovvie, per quella diletto che aveva degli amici suoi, più ogni più un'età in cui una forza che attende spesse di pensiero ammonito sul rinfocolato, e sarebbe stato, in quell'età, sostenuto dal forte appoggio presente, gli vietava ogni suo raccogliersi e gli autori del grande repertorio di più rari d'interessi.: [887, 1437, 1156, 1615]
- ad-work-item: [1259, 1677, 1428, 1711]
- verse-line: Et perch'io fui già reso non noto,: [1227, 1228, 1380, 1239]
- paragraph: Non esiste invero pel Machiavelli, alcuna giustizia internazionale o interstatale: esiste la sola giustizia interna o statale: anzi esistono tante giustizie, quanti sono gli Stati della realtà.: [322, 99, 591, 147]
- paragraph: I primi sono quelli che rovinano gli Stati e li conducono alla servitù: i secondi, quelli che li fondano, li servono, li salvano, i primi sono «gli infami e detestabili destruttori delle religioni, dissipatori de'regni e delle repubbliche, inimici... d'ogni arte che arrechi utilità all'umana generazione»: i secondi, sono i capi e i fondatori e i restauratori di repubbliche e di regni, quanti, nel mondo, operano pel bene, non per il male, della Patria. I quali sono sempre, e non possono non essere, uomini morali.: [604, 1126, 874, 1245]
